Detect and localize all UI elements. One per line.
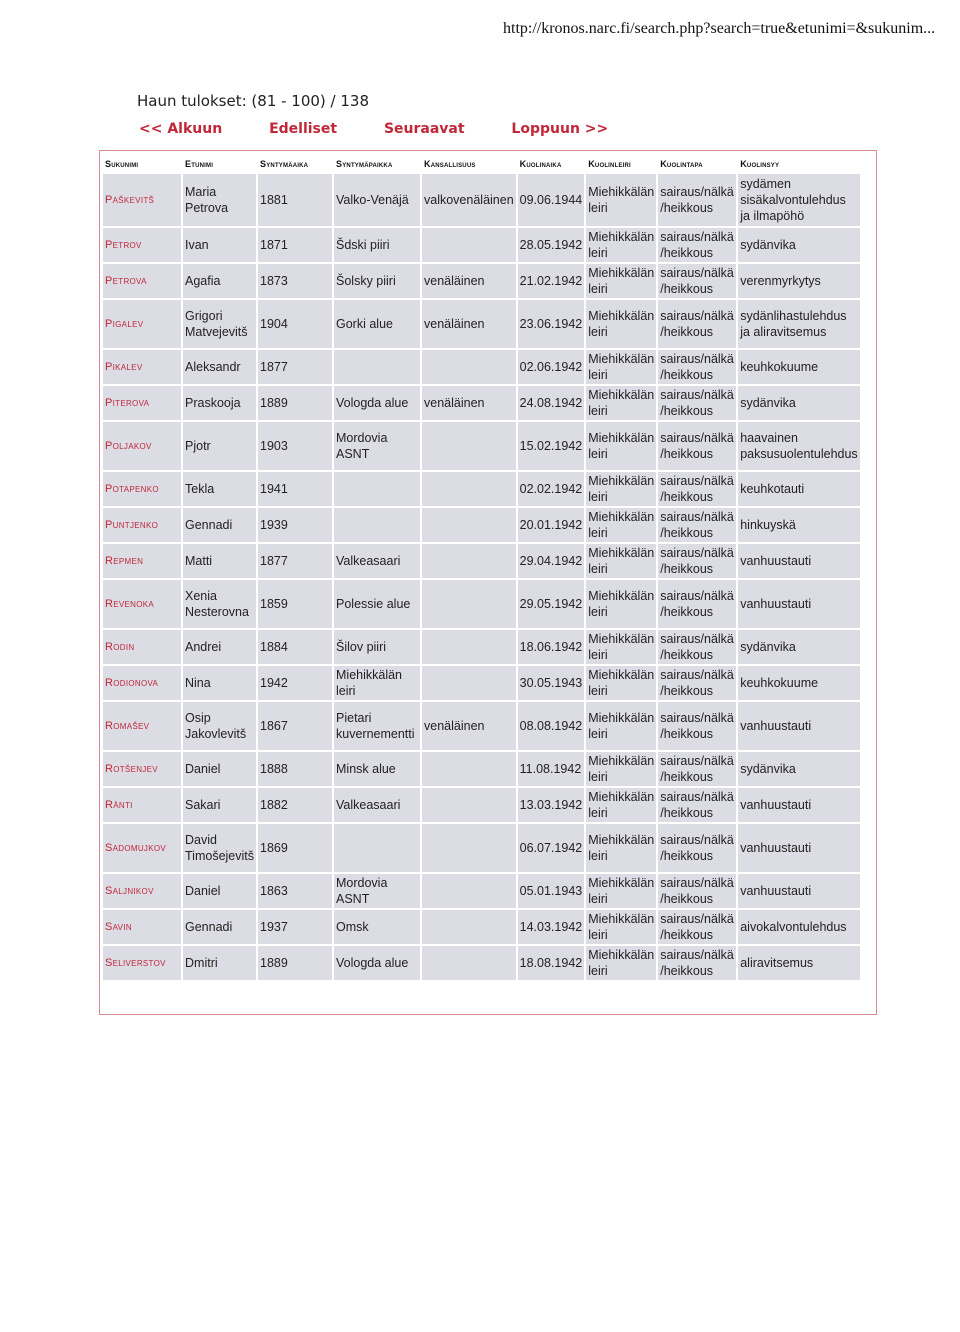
death-manner-cell: sairaus/nälkä /heikkous <box>658 300 736 348</box>
death-cause-cell: vanhuustauti <box>738 580 859 628</box>
death-manner-cell: sairaus/nälkä /heikkous <box>658 874 736 908</box>
table-row <box>103 752 860 786</box>
death-manner-cell: sairaus/nälkä /heikkous <box>658 824 736 872</box>
death-camp-cell: Miehikkälän leiri <box>588 474 655 504</box>
birth-date-cell: 1903 <box>258 422 332 470</box>
death-camp-cell: Miehikkälän leiri <box>586 702 656 750</box>
table-row <box>103 264 860 298</box>
surname-cell[interactable]: Repmen <box>103 544 181 578</box>
birth-place-cell <box>334 350 420 384</box>
table-row <box>103 580 860 628</box>
column-header[interactable]: Syntymäaika <box>260 159 309 169</box>
death-cause-cell: vanhuustauti <box>738 874 859 908</box>
table-row <box>103 824 860 872</box>
birth-date-cell: 1873 <box>258 264 332 298</box>
death-date-cell: 30.05.1943 <box>518 666 585 700</box>
nationality-cell: valkovenäläinen <box>422 174 516 226</box>
birth-date-cell: 1889 <box>258 386 332 420</box>
surname-cell[interactable]: Paškevitš <box>103 174 181 226</box>
birth-date-cell: 1877 <box>258 544 332 578</box>
death-manner-cell: sairaus/nälkä /heikkous <box>658 350 736 384</box>
death-cause-cell: sydänvika <box>738 386 859 420</box>
first-name-cell: Matti <box>183 544 256 578</box>
first-name-cell: Ivan <box>183 228 256 262</box>
birth-date-cell: 1882 <box>258 788 332 822</box>
table-row <box>103 544 860 578</box>
table-row <box>103 174 860 226</box>
death-manner-cell: sairaus/nälkä /heikkous <box>658 946 736 980</box>
nationality-cell: venäläinen <box>422 264 516 298</box>
birth-date-cell: 1889 <box>258 946 332 980</box>
surname-cell[interactable]: Seliverstov <box>103 946 181 980</box>
death-date-cell: 24.08.1942 <box>518 386 585 420</box>
birth-date-cell: 1884 <box>258 630 332 664</box>
death-camp-cell: Miehikkälän leiri <box>586 580 656 628</box>
nationality-cell <box>422 508 516 542</box>
table-row <box>103 228 860 262</box>
surname-cell[interactable]: Rodionova <box>103 666 181 700</box>
table-row <box>103 702 860 750</box>
nationality-cell <box>422 910 516 944</box>
death-date-cell: 21.02.1942 <box>518 264 585 298</box>
page-url: http://kronos.narc.fi/search.php?search=true&etunimi=&sukunim... <box>503 20 936 37</box>
birth-place-cell: Valko-Venäjä <box>334 174 420 226</box>
death-date-cell: 28.05.1942 <box>518 228 585 262</box>
pager <box>139 121 650 137</box>
birth-place-cell: Šdski piiri <box>334 228 420 262</box>
nationality-cell: venäläinen <box>422 702 516 750</box>
death-camp-cell: Miehikkälän leiri <box>588 632 655 662</box>
death-camp-cell: Miehikkälän leiri <box>588 876 655 906</box>
death-cause-cell: sydänvika <box>738 630 859 664</box>
death-date-cell: 23.06.1942 <box>518 300 585 348</box>
death-cause-cell: keuhkokuume <box>738 350 859 384</box>
table-row <box>103 386 860 420</box>
nationality-cell <box>422 788 516 822</box>
table-row <box>103 946 860 980</box>
birth-place-cell <box>334 472 420 506</box>
next-page-link[interactable]: Seuraavat <box>383 121 465 137</box>
death-cause-cell: sydänvika <box>738 228 859 262</box>
surname-cell[interactable]: Piterova <box>103 386 181 420</box>
death-cause-cell: keuhkokuume <box>738 666 859 700</box>
surname-cell[interactable]: Ränti <box>103 788 181 822</box>
results-table <box>101 154 862 982</box>
nationality-cell: venäläinen <box>422 386 516 420</box>
death-camp-cell: Miehikkälän leiri <box>586 300 656 348</box>
death-camp-cell: Miehikkälän leiri <box>588 912 655 942</box>
first-name-cell: Sakari <box>183 788 256 822</box>
table-row <box>103 630 860 664</box>
birth-date-cell: 1867 <box>258 702 332 750</box>
column-header[interactable]: Syntymäpaikka <box>336 159 393 169</box>
death-date-cell: 15.02.1942 <box>518 422 585 470</box>
death-manner-cell: sairaus/nälkä /heikkous <box>658 472 736 506</box>
death-date-cell: 14.03.1942 <box>518 910 585 944</box>
death-camp-cell: Miehikkälän leiri <box>588 352 655 382</box>
table-row <box>103 350 860 384</box>
death-cause-cell: sydämen sisäkalvontulehdus ja ilmapöhö <box>738 174 859 226</box>
surname-cell[interactable]: Petrov <box>103 228 181 262</box>
previous-page-link[interactable]: Edelliset <box>269 121 338 137</box>
nationality-cell <box>422 544 516 578</box>
surname-cell[interactable]: Potapenko <box>103 472 181 506</box>
death-cause-cell: sydänvika <box>738 752 859 786</box>
birth-place-cell: Gorki alue <box>334 300 420 348</box>
death-cause-cell: vanhuustauti <box>738 788 859 822</box>
surname-cell[interactable]: Savin <box>103 910 181 944</box>
table-row <box>103 910 860 944</box>
first-name-cell: Gennadi <box>183 910 256 944</box>
nationality-cell <box>422 752 516 786</box>
first-name-cell: Osip Jakovlevitš <box>183 702 256 750</box>
table-header-row <box>103 156 860 172</box>
nationality-cell: venäläinen <box>422 300 516 348</box>
table-row <box>103 508 860 542</box>
surname-cell[interactable]: Rodin <box>103 630 181 664</box>
first-name-cell: Maria Petrova <box>183 174 256 226</box>
last-page-link[interactable]: Loppuun >> <box>511 121 609 137</box>
death-cause-cell: sydänlihastulehdus ja aliravitsemus <box>738 300 859 348</box>
death-date-cell: 18.08.1942 <box>518 946 585 980</box>
death-manner-cell: sairaus/nälkä /heikkous <box>658 508 736 542</box>
birth-date-cell: 1939 <box>258 508 332 542</box>
table-row <box>103 300 860 348</box>
death-cause-cell: aliravitsemus <box>738 946 859 980</box>
column-header[interactable]: Etunimi <box>185 159 214 169</box>
first-name-cell: Dmitri <box>183 946 256 980</box>
birth-place-cell: Vologda alue <box>334 386 420 420</box>
surname-cell[interactable]: Poljakov <box>103 422 181 470</box>
death-cause-cell: vanhuustauti <box>738 824 859 872</box>
first-name-cell: Grigori Matvejevitš <box>183 300 256 348</box>
surname-cell[interactable]: Saljnikov <box>103 874 181 908</box>
first-name-cell: Agafia <box>183 264 256 298</box>
death-cause-cell: aivokalvontulehdus <box>738 910 859 944</box>
death-camp-cell: Miehikkälän leiri <box>588 546 655 576</box>
birth-place-cell: Mordovia ASNT <box>334 874 420 908</box>
death-manner-cell: sairaus/nälkä /heikkous <box>658 422 736 470</box>
death-cause-cell: verenmyrkytys <box>738 264 859 298</box>
birth-date-cell: 1942 <box>258 666 332 700</box>
first-name-cell: Daniel <box>183 874 256 908</box>
column-header[interactable]: Sukunimi <box>105 159 139 169</box>
death-date-cell: 20.01.1942 <box>518 508 585 542</box>
death-manner-cell: sairaus/nälkä /heikkous <box>658 580 736 628</box>
birth-place-cell <box>334 508 420 542</box>
death-date-cell: 02.06.1942 <box>518 350 585 384</box>
birth-place-cell: Miehikkälän leiri <box>334 666 420 700</box>
death-cause-cell: vanhuustauti <box>738 544 859 578</box>
birth-date-cell: 1904 <box>258 300 332 348</box>
birth-date-cell: 1863 <box>258 874 332 908</box>
surname-cell[interactable]: Rotšenjev <box>103 752 181 786</box>
death-manner-cell: sairaus/nälkä /heikkous <box>658 910 736 944</box>
death-date-cell: 08.08.1942 <box>518 702 585 750</box>
birth-place-cell <box>334 824 420 872</box>
death-date-cell: 29.04.1942 <box>518 544 585 578</box>
death-manner-cell: sairaus/nälkä /heikkous <box>658 264 736 298</box>
table-row <box>103 874 860 908</box>
surname-cell[interactable]: Revenoka <box>103 580 181 628</box>
death-camp-cell: Miehikkälän leiri <box>586 824 656 872</box>
death-cause-cell: hinkuyskä <box>738 508 859 542</box>
birth-date-cell: 1937 <box>258 910 332 944</box>
birth-date-cell: 1881 <box>258 174 332 226</box>
death-manner-cell: sairaus/nälkä /heikkous <box>658 702 736 750</box>
nationality-cell <box>422 824 516 872</box>
death-manner-cell: sairaus/nälkä /heikkous <box>658 174 736 226</box>
death-cause-cell: vanhuustauti <box>738 702 859 750</box>
death-manner-cell: sairaus/nälkä /heikkous <box>658 788 736 822</box>
death-camp-cell: Miehikkälän leiri <box>588 510 655 540</box>
death-camp-cell: Miehikkälän leiri <box>588 230 655 260</box>
death-manner-cell: sairaus/nälkä /heikkous <box>658 544 736 578</box>
nationality-cell <box>422 874 516 908</box>
table-row <box>103 666 860 700</box>
nationality-cell <box>422 472 516 506</box>
nationality-cell <box>422 350 516 384</box>
first-name-cell: Nina <box>183 666 256 700</box>
surname-cell[interactable]: Romašev <box>103 702 181 750</box>
surname-cell[interactable]: Puntjenko <box>103 508 181 542</box>
column-header[interactable]: Kuolinleiri <box>588 159 631 169</box>
death-manner-cell: sairaus/nälkä /heikkous <box>658 228 736 262</box>
death-camp-cell: Miehikkälän leiri <box>586 422 656 470</box>
first-name-cell: Xenia Nesterovna <box>183 580 256 628</box>
death-manner-cell: sairaus/nälkä /heikkous <box>658 630 736 664</box>
death-date-cell: 02.02.1942 <box>518 472 585 506</box>
death-camp-cell: Miehikkälän leiri <box>588 948 655 978</box>
birth-place-cell: Vologda alue <box>334 946 420 980</box>
first-name-cell: Aleksandr <box>183 350 256 384</box>
death-date-cell: 05.01.1943 <box>518 874 585 908</box>
nationality-cell <box>422 946 516 980</box>
death-cause-cell: haavainen paksusuolentulehdus <box>738 422 859 470</box>
surname-cell[interactable]: Pikalev <box>103 350 181 384</box>
death-date-cell: 11.08.1942 <box>518 752 585 786</box>
birth-date-cell: 1869 <box>258 824 332 872</box>
column-header[interactable]: Kuolinsyy <box>740 159 780 169</box>
first-name-cell: David Timošejevitš <box>183 824 256 872</box>
nationality-cell <box>422 666 516 700</box>
first-page-link[interactable]: << Alkuun <box>139 121 223 137</box>
table-row <box>103 788 860 822</box>
birth-place-cell: Valkeasaari <box>334 544 420 578</box>
nationality-cell <box>422 630 516 664</box>
birth-place-cell: Pietari kuvernementti <box>334 702 420 750</box>
birth-place-cell: Valkeasaari <box>334 788 420 822</box>
birth-place-cell: Šolsky piiri <box>334 264 420 298</box>
death-manner-cell: sairaus/nälkä /heikkous <box>658 386 736 420</box>
surname-cell[interactable]: Pigalev <box>103 300 181 348</box>
table-row <box>103 422 860 470</box>
birth-place-cell: Polessie alue <box>334 580 420 628</box>
death-camp-cell: Miehikkälän leiri <box>588 754 655 784</box>
nationality-cell <box>422 422 516 470</box>
first-name-cell: Tekla <box>183 472 256 506</box>
death-camp-cell: Miehikkälän leiri <box>588 790 655 820</box>
nationality-cell <box>422 228 516 262</box>
results-count: Haun tulokset: (81 - 100) / 138 <box>137 92 370 110</box>
first-name-cell: Gennadi <box>183 508 256 542</box>
first-name-cell: Pjotr <box>183 422 256 470</box>
death-camp-cell: Miehikkälän leiri <box>588 266 655 296</box>
death-date-cell: 18.06.1942 <box>518 630 585 664</box>
birth-date-cell: 1871 <box>258 228 332 262</box>
first-name-cell: Andrei <box>183 630 256 664</box>
birth-place-cell: Omsk <box>334 910 420 944</box>
death-date-cell: 09.06.1944 <box>518 174 585 226</box>
birth-date-cell: 1859 <box>258 580 332 628</box>
death-date-cell: 29.05.1942 <box>518 580 585 628</box>
column-header[interactable]: Kansallisuus <box>424 159 476 169</box>
birth-date-cell: 1877 <box>258 350 332 384</box>
death-date-cell: 06.07.1942 <box>518 824 585 872</box>
death-cause-cell: keuhkotauti <box>738 472 859 506</box>
birth-date-cell: 1941 <box>258 472 332 506</box>
birth-date-cell: 1888 <box>258 752 332 786</box>
death-camp-cell: Miehikkälän leiri <box>586 174 656 226</box>
column-header[interactable]: Kuolintapa <box>660 159 703 169</box>
surname-cell[interactable]: Sadomujkov <box>103 824 181 872</box>
table-row <box>103 472 860 506</box>
death-camp-cell: Miehikkälän leiri <box>588 388 655 418</box>
death-date-cell: 13.03.1942 <box>518 788 585 822</box>
surname-cell[interactable]: Petrova <box>103 264 181 298</box>
death-manner-cell: sairaus/nälkä /heikkous <box>658 752 736 786</box>
death-camp-cell: Miehikkälän leiri <box>588 668 655 698</box>
birth-place-cell: Mordovia ASNT <box>334 422 420 470</box>
death-manner-cell: sairaus/nälkä /heikkous <box>658 666 736 700</box>
birth-place-cell: Šilov piiri <box>334 630 420 664</box>
nationality-cell <box>422 580 516 628</box>
first-name-cell: Daniel <box>183 752 256 786</box>
birth-place-cell: Minsk alue <box>334 752 420 786</box>
first-name-cell: Praskooja <box>183 386 256 420</box>
column-header[interactable]: Kuolinaika <box>519 159 562 169</box>
